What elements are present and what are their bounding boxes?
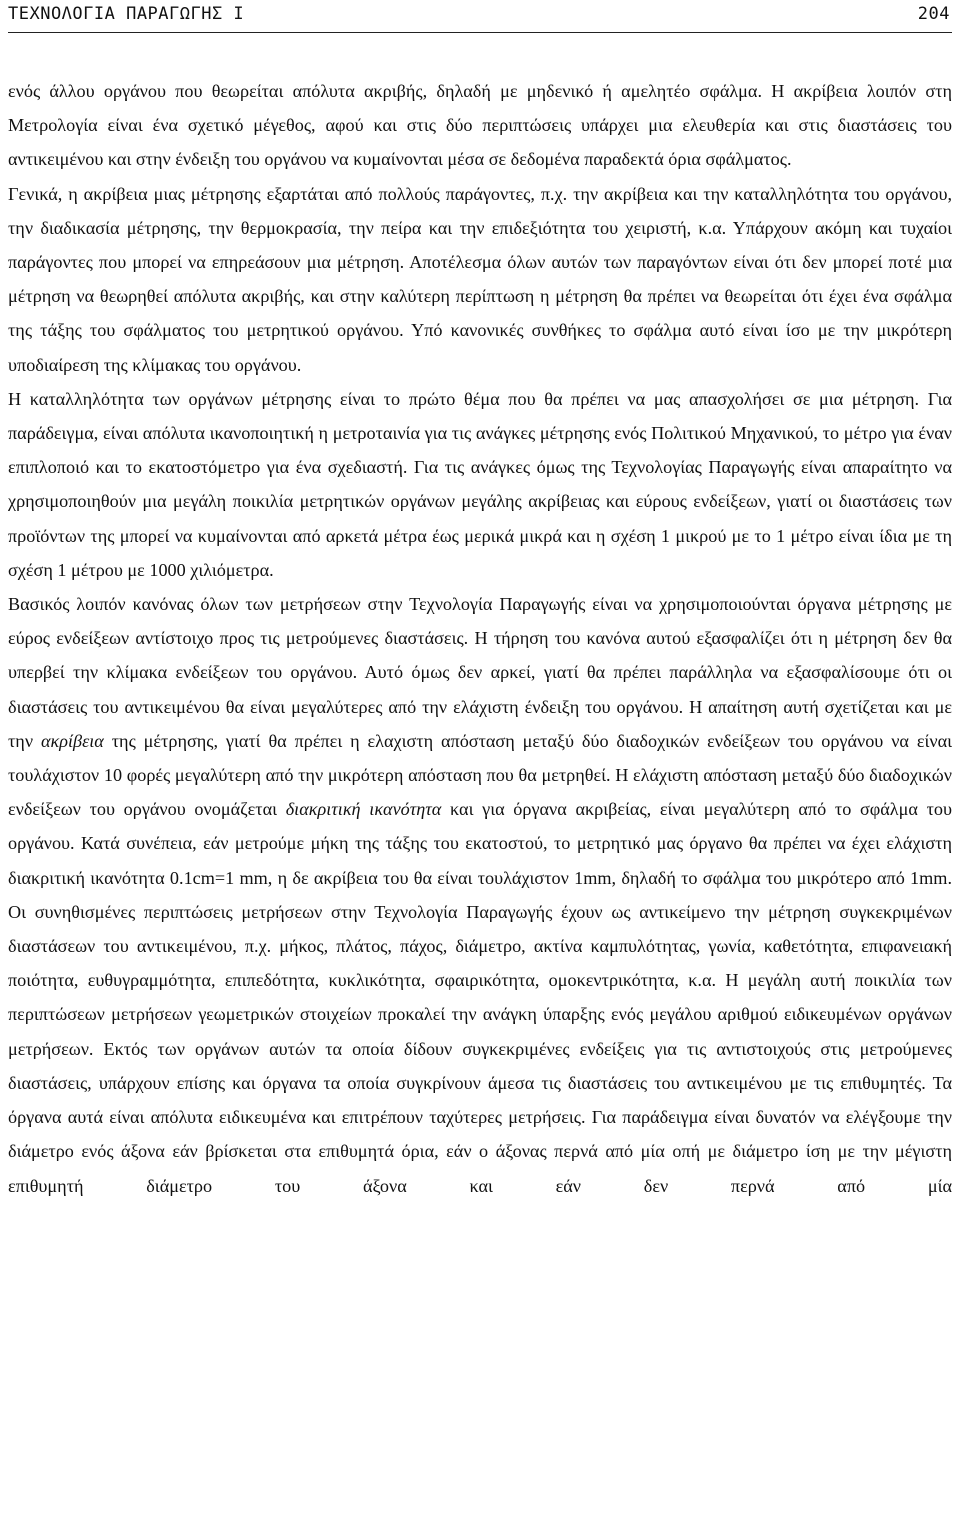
- running-header: [8, 0, 952, 33]
- paragraph-accuracy-factors: Γενικά, η ακρίβεια μιας μέτρησης εξαρτάται από πολλούς παράγοντες, π.χ. την ακρίβεια και την καταλληλότητα του οργάνου, την διαδικασία μέτρησης, την θερμοκρασία, την πείρα και την επιδεξιότητα του χειριστή, κ.α. Υπάρχουν ακόμη και τυχαίοι παράγοντες που μπορεί να επηρεάσουν μια μέτρηση. Αποτέλεσμα όλων αυτών των παραγόντων είναι ότι δεν μπορεί ποτέ μια μέτρηση να θεωρηθεί απόλυτα ακριβής, και στην καλύτερη περίπτωση η μέτρηση θα πρέπει να θεωρείται ότι έχει ένα σφάλμα της τάξης του σφάλματος του μετρητικού οργάνου. Υπό κανονικές συνθήκες το σφάλμα αυτό είναι ίσο με την μικρότερη υποδιαίρεση της κλίμακας του οργάνου.: [8, 183, 952, 375]
- paragraph-text: και για όργανα ακριβείας, είναι μεγαλύτερη από το σφάλμα του οργάνου. Κατά συνέπεια, εάν μετρούμε μήκη της τάξης του εκατοστού, το μετρητικό μας όργανο θα πρέπει να έχει ελάχιστη διακριτική ικανότητα 0.1cm=1 mm, η δε ακρίβεια του θα είναι τουλάχιστον 1mm, δηλαδή το σφάλμα του μικρότερο από 1mm. Οι συνηθισμένες περιπτώσεις μετρήσεων στην Τεχνολογία Παραγωγής έχουν ως αντικείμενο την μέτρηση συγκεκριμένων διαστάσεων του αντικειμένου, π.χ. μήκος, πλάτος, πάχος, διάμετρο, ακτίνα καμπυλότητας, γωνία, καθετότητα, επιφανειακή ποιότητα, ευθυγραμμότητα, επιπεδότητα, κυκλικότητα, σφαιρικότητα, ομοκεντρικότητα, κ.α. Η μεγάλη αυτή ποικιλία των περιπτώσεων μετρήσεων γεωμετρικών στοιχείων προκαλεί την ανάγκη ύπαρξης ενός μεγάλου αριθμού ειδικευμένων οργάνων μετρήσεων. Εκτός των οργάνων αυτών τα οποία δίδουν συγκεκριμένες ενδείξεις για τις αντιστοιχούς στις μετρούμενες διαστάσεις, υπάρχουν επίσης και όργανα τα οποία συγκρίνουν άμεσα τις διαστάσεις του αντικειμένου με τις επιθυμητές. Τα όργανα αυτά είναι απόλυτα ειδικευμένα και επιτρέπουν ταχύτερες μετρήσεις. Για παράδειγμα είναι δυνατόν να ελέγξουμε την διάμετρο ενός άξονα εάν βρίσκεται στα επιθυμητά όρια, εάν ο άξονας περνά από μία οπή με διάμετρο ίση με την μέγιστη επιθυμητή διάμετρο του άξονα και εάν δεν περνά από μία: [8, 799, 952, 1196]
- page-number: 204: [917, 4, 950, 24]
- paragraph-accuracy-relative: ενός άλλου οργάνου που θεωρείται απόλυτα ακριβής, δηλαδή με μηδενικό ή αμελητέο σφάλμα. Η ακρίβεια λοιπόν στη Μετρολογία είναι ένα σχετικό μέγεθος, αφού και στις δύο περιπτώσεις υπάρχει μια ελευθερία και στις διαστάσεις του αντικειμένου και στην ένδειξη του οργάνου να κυμαίνονται μέσα σε δεδομένα παραδεκτά όρια σφάλματος.: [8, 81, 952, 170]
- paragraph-instrument-suitability: Η καταλληλότητα των οργάνων μέτρησης είναι το πρώτο θέμα που θα πρέπει να μας απασχολήσει σε μια μέτρηση. Για παράδειγμα, είναι απόλυτα ικανοποιητική η μετροταινία για τις ανάγκες μέτρησης ενός Πολιτικού Μηχανικού, το μέτρο για έναν επιπλοποιό και το εκατοστόμετρο για ένα σχεδιαστή. Για τις ανάγκες όμως της Τεχνολογίας Παραγωγής είναι απαραίτητο να χρησιμοποιηθούν μια μεγάλη ποικιλία μετρητικών οργάνων μεγάλης ακρίβειας και εύρους ενδείξεων, γιατί οι διαστάσεις των προϊόντων της μπορεί να κυμαίνονται από αρκετά μέτρα έως μερικά μικρά και η σχέση 1 μικρού με το 1 μέτρο είναι ίδια με τη σχέση 1 μέτρου με 1000 χιλιόμετρα.: [8, 388, 952, 580]
- paragraph-text: Βασικός λοιπόν κανόνας όλων των μετρήσεων στην Τεχνολογία Παραγωγής είναι να χρησιμοποιούνται όργανα μέτρησης με εύρος ενδείξεων αντίστοιχο προς τις μετρούμενες διαστάσεις. Η τήρηση του κανόνα αυτού εξασφαλίζει ότι η μέτρηση δεν θα υπερβεί την κλίμακα ενδείξεων του οργάνου. Αυτό όμως δεν αρκεί, γιατί θα πρέπει παράλληλα να εξασφαλίσουμε ότι οι διαστάσεις του αντικειμένου θα είναι μεγαλύτερες από την ελάχιστη ένδειξη του οργάνου. Η απαίτηση αυτή σχετίζεται και με την: [8, 594, 952, 751]
- document-body: [8, 74, 952, 1203]
- paragraph-text: της μέτρησης, γιατί θα πρέπει η ελαχιστη απόσταση μεταξύ δύο διαδοχικών ενδείξεων του οργάνου να είναι τουλάχιστον 10 φορές μεγαλύτερη από την μικρότερη απόσταση που θα μετρηθεί. Η ελάχιστη απόσταση μεταξύ δύο διαδοχικών ενδείξεων του οργάνου ονομάζεται: [8, 730, 953, 820]
- emphasis-accuracy: ακρίβεια: [40, 730, 104, 751]
- emphasis-resolution: διακριτική ικανότητα: [285, 799, 442, 820]
- header-title: ΤΕΧΝΟΛΟΓΙΑ ΠΑΡΑΓΩΓΗΣ Ι: [8, 4, 245, 24]
- paragraph-measurement-rule: [8, 587, 952, 1203]
